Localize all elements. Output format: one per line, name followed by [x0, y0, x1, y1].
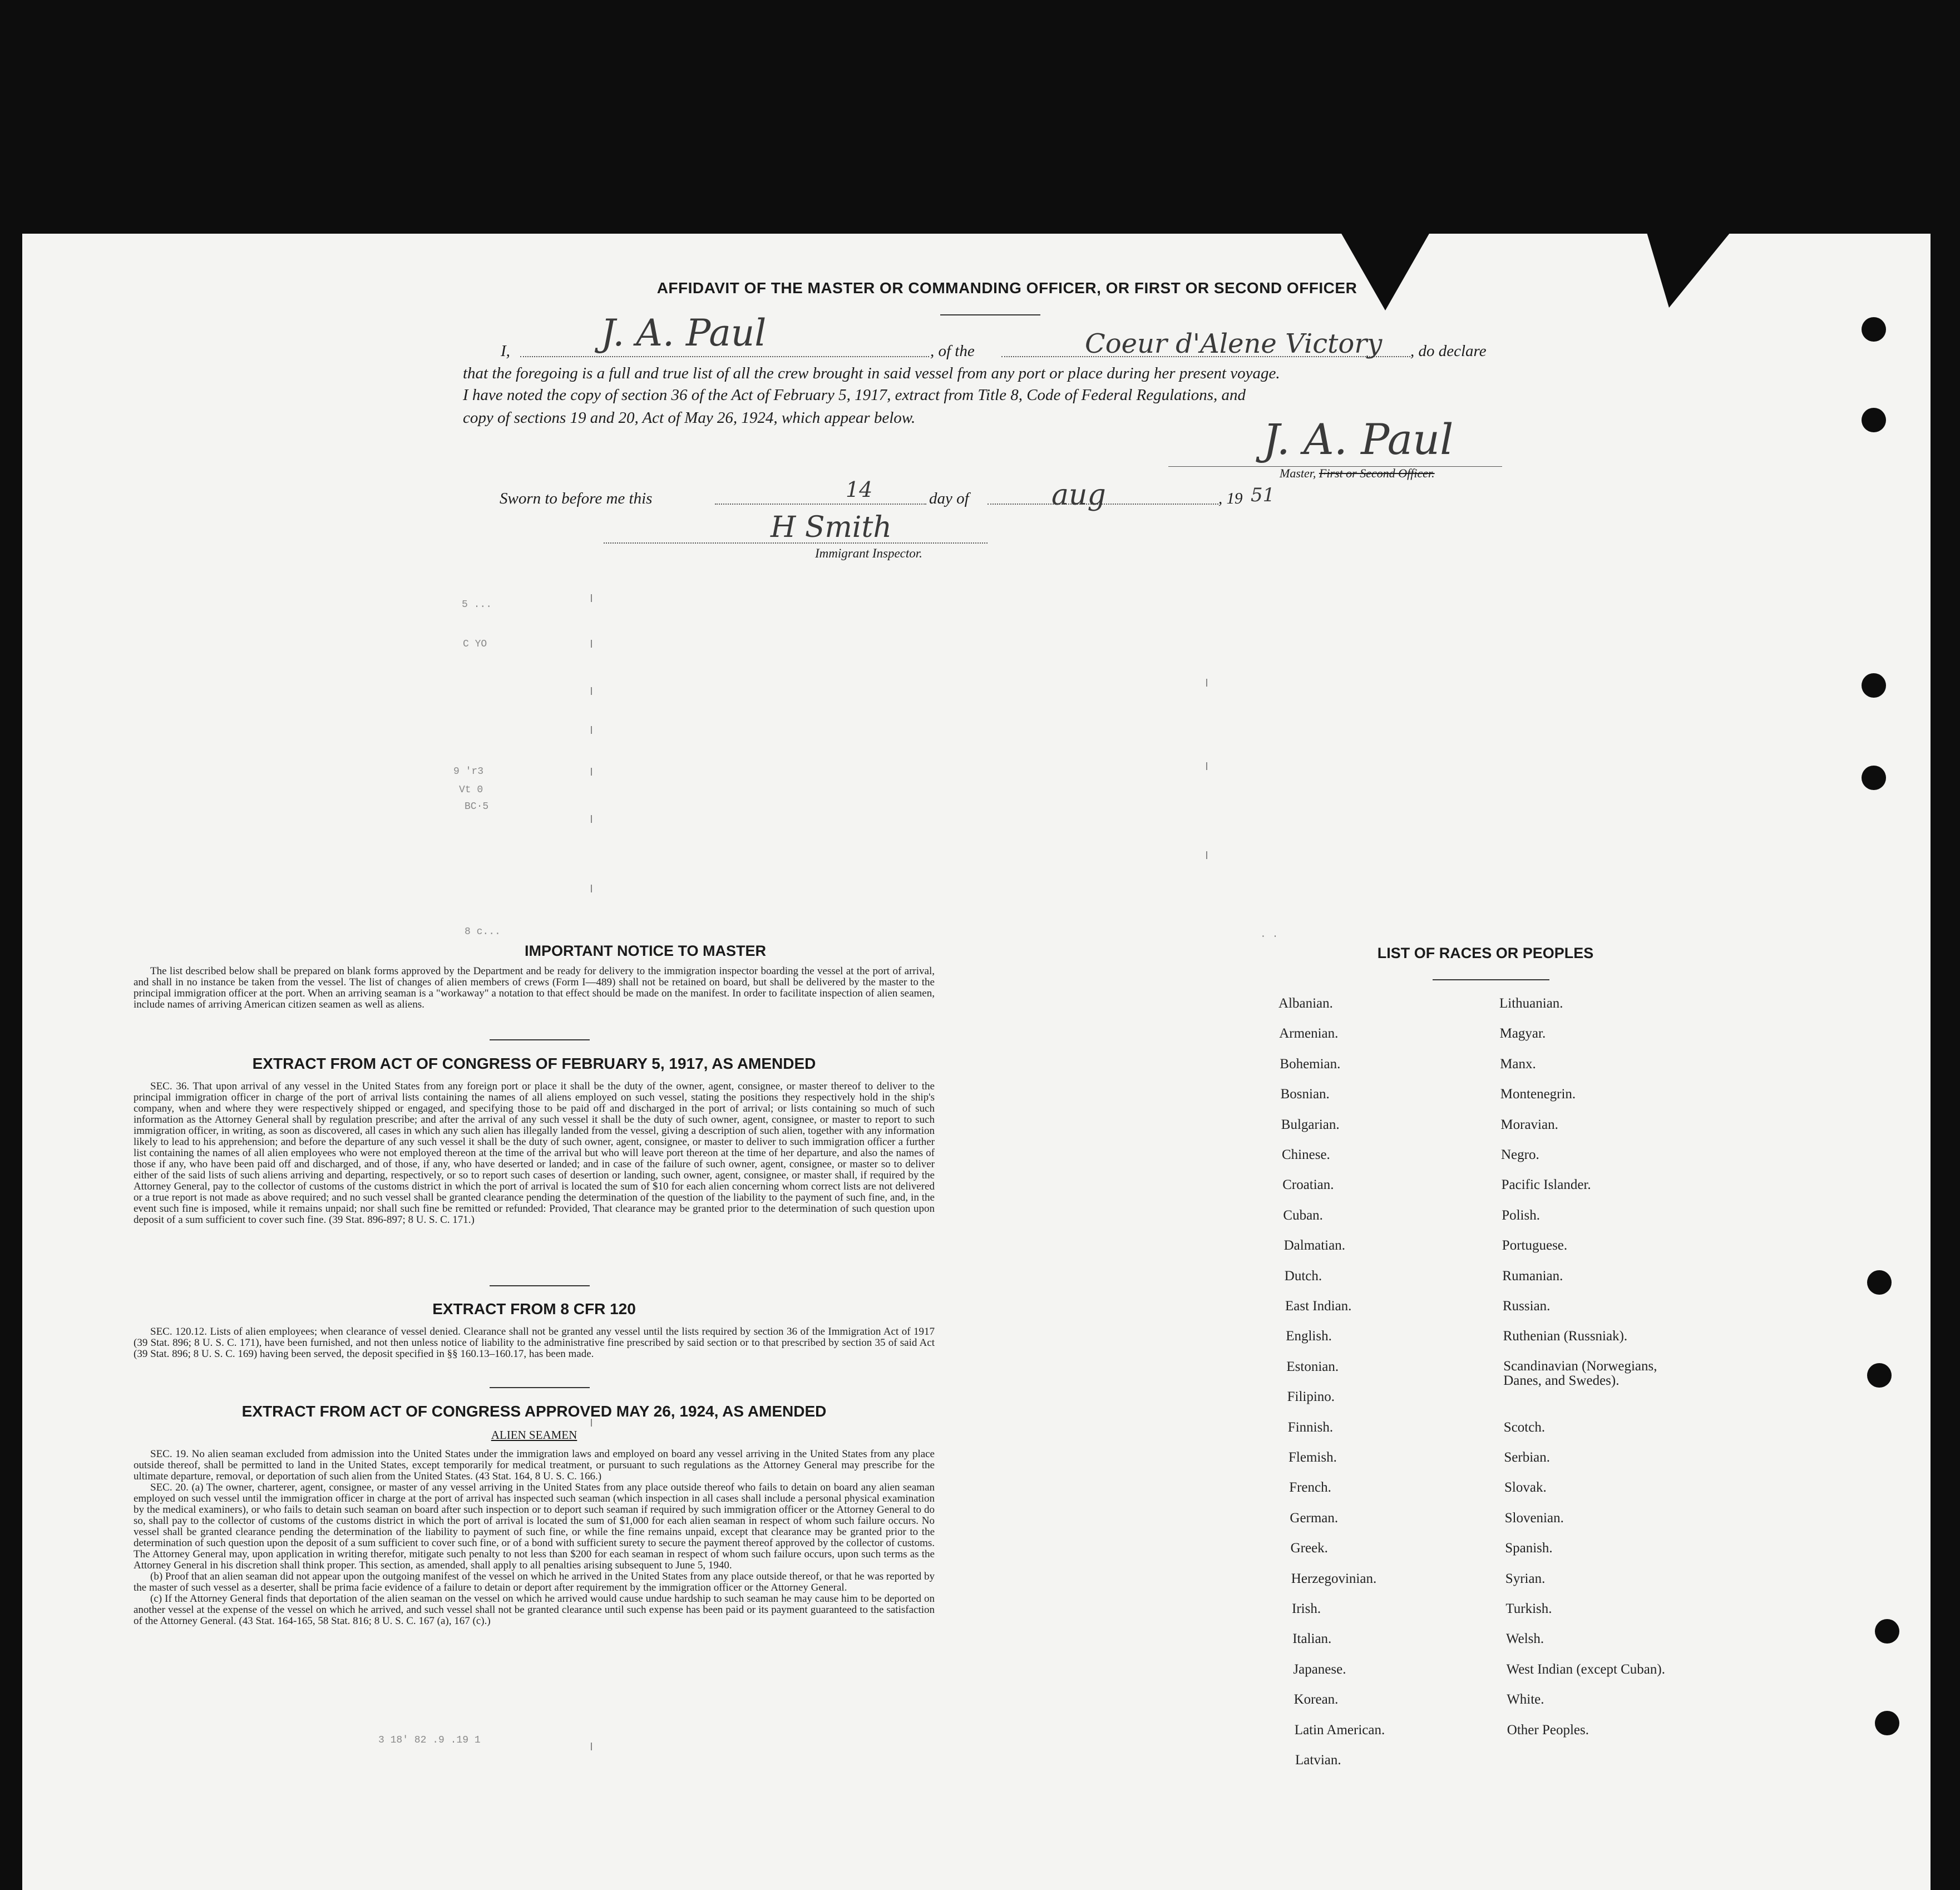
affidavit-i: I,: [501, 342, 510, 360]
notice-text: [134, 966, 935, 1010]
race-item: Manx.: [1500, 1056, 1536, 1072]
race-item: Moravian.: [1500, 1117, 1558, 1132]
race-item: Bulgarian.: [1281, 1117, 1340, 1132]
race-item: Ruthenian (Russniak).: [1503, 1329, 1628, 1344]
stray-tick: [1206, 851, 1207, 859]
stray-mark: BC·5: [465, 801, 489, 812]
do-declare-label: , do declare: [1410, 342, 1487, 360]
race-item: Scotch.: [1503, 1419, 1546, 1435]
section-20c-paragraph: (c) If the Attorney General finds that deportation of the alien seaman on the vessel on which he arrived would cause undue hardship to such seaman he may cause him to be deported on another vessel at the expense of the vessel on which he arrived, and such vessel shall not be granted clearance until such expense has been paid or its payment guaranteed to the satisfaction of the Attorney General. (43 Stat. 164-165, 58 Stat. 816; 8 U. S. C. 167 (a), 167 (c).): [134, 1593, 935, 1627]
page-notch: [1341, 233, 1430, 310]
stray-tick: [591, 885, 592, 892]
section-36-paragraph: SEC. 36. That upon arrival of any vessel in the United States from any foreign port or place it shall be the duty of the owner, agent, consignee, or master thereof to deliver to the principal immigration officer in charge of the port of arrival lists containing the names of all aliens employed on such vessel, stating the positions they respectively hold in the ship's company, when and where they were respectively shipped or engaged, and specifying those to be paid off and discharged in the port of arrival; or lists containing so much of such information as the Attorney General shall by regulation prescribe; and after the arrival of any such vessel it shall be the duty of such owner, agent, consignee, or master to report to such immigration officer, in writing, as soon as discovered, all cases in which any such alien has illegally landed from the vessel, giving a description of such alien, together with any information likely to lead to his apprehension; and before the departure of any such vessel it shall be the duty of such owner, agent, consignee, or master to deliver to such immigration officer a further list containing the names of all alien employees who were not employed thereon at the time of the arrival but who will leave port thereon at the time of her departure, and also the names of those if any, who have been paid off and discharged, and of those, if any, who have deserted or landed; and in case of the failure of such owner, agent, consignee, or master so to deliver either of the said lists of such aliens arriving and departing, respectively, or so to report such cases of desertion or landing, such owner, agent, consignee, or master shall, if required by the Attorney General, pay to the collector of customs of the customs district in which the port of arrival is located the sum of $10 for each alien concerning whom correct lists are not delivered or a true report is not made as above required; and no such vessel shall be granted clearance pending the determination of the question of the liability to the payment of such fine, and, in the event such fine is imposed, while it remains unpaid; nor shall such fine be remitted or refunded: Provided, That clearance may be granted prior to the determination of such question upon deposit of a sum sufficient to cover such fine. (39 Stat. 896-897; 8 U. S. C. 171.): [134, 1080, 935, 1226]
race-item: Montenegrin.: [1500, 1087, 1576, 1102]
race-item: French.: [1289, 1480, 1331, 1496]
race-item: Chinese.: [1282, 1147, 1330, 1162]
race-item: Other Peoples.: [1507, 1722, 1589, 1738]
year-prefix: , 19: [1218, 490, 1243, 507]
race-item: Slovak.: [1504, 1480, 1547, 1496]
race-item: Estonian.: [1286, 1359, 1339, 1374]
stray-tick: [591, 1743, 592, 1750]
divider: [1433, 979, 1549, 980]
master-signature-handwriting: J. A. Paul: [1263, 414, 1454, 464]
stray-mark: Vt 0: [459, 784, 483, 796]
punch-hole: [1862, 766, 1886, 790]
inspector-line: [604, 542, 988, 544]
sworn-month-handwriting: aug: [1051, 478, 1106, 512]
race-item: Scandinavian (Norwegians, Danes, and Swedes).: [1503, 1358, 1657, 1388]
race-item: Russian.: [1503, 1299, 1551, 1314]
race-item: Lithuanian.: [1499, 996, 1563, 1011]
master-caption: Master,: [1280, 466, 1316, 480]
race-item: Croatian.: [1282, 1177, 1334, 1193]
race-item: Magyar.: [1499, 1026, 1546, 1042]
race-item: German.: [1290, 1510, 1339, 1526]
race-item: Polish.: [1502, 1207, 1540, 1223]
race-item: Syrian.: [1505, 1571, 1546, 1586]
stray-tick: [1206, 679, 1207, 687]
affidavit-line-2: that the foregoing is a full and true list of all the crew brought in said vessel from any port or place during her present voyage.: [463, 364, 1280, 382]
stray-mark: . .: [1260, 929, 1278, 940]
race-item: Turkish.: [1505, 1601, 1552, 1616]
master-name-handwriting: J. A. Paul: [601, 312, 767, 354]
divider: [490, 1387, 590, 1388]
sworn-year-handwriting: 51: [1251, 484, 1275, 506]
of-the-label: , of the: [930, 342, 975, 360]
struck-officer-caption: First or Second Officer.: [1319, 466, 1435, 480]
stray-tick: [591, 815, 592, 823]
race-item: Bosnian.: [1280, 1087, 1330, 1102]
race-item: Finnish.: [1287, 1419, 1334, 1435]
race-item: West Indian (except Cuban).: [1506, 1661, 1665, 1677]
section-20b-paragraph: (b) Proof that an alien seaman did not appear upon the outgoing manifest of the vessel on which he arrived in the United States from any place outside thereof, or that he was reported by the master of such vessel as a deserter, shall be prima facie evidence of a failure to detain or deport after requirement by the immigration officer or the Attorney General.: [134, 1571, 935, 1593]
race-item: Latvian.: [1295, 1753, 1341, 1768]
sworn-day-line: [715, 504, 926, 505]
race-item: English.: [1286, 1329, 1332, 1344]
race-item: Italian.: [1292, 1631, 1332, 1647]
punch-hole: [1867, 1270, 1892, 1295]
punch-hole: [1875, 1711, 1899, 1735]
affidavit-title: AFFIDAVIT OF THE MASTER OR COMMANDING OFFICER, OR FIRST OR SECOND OFFICER: [656, 279, 1357, 297]
notice-title: IMPORTANT NOTICE TO MASTER: [525, 942, 766, 959]
punch-hole: [1862, 408, 1886, 432]
day-of-label: day of: [929, 490, 969, 507]
section-20a-paragraph: SEC. 20. (a) The owner, charterer, agent, consignee, or master of any vessel arriving in the United States from any place outside thereof who fails to detain on board any alien seaman employed on such vessel until the immigration officer in charge at the port of arrival has inspected such seaman (which inspection in all cases shall include a personal physical examination by the medical examiners), or who fails to detain such seaman on board after such inspection or to deport such seaman if required by such immigration officer or the Attorney General to do so, shall pay to the collector of customs of the customs district in which the port of arrival is located the sum of $1,000 for each alien seaman in respect of whom such failure occurs. No vessel shall be granted clearance pending the determination of the liability to payment of such fine, or while the fine remains unpaid, except that clearance may be granted prior to the determination of such question upon the deposit of a sum sufficient to cover such fine, or of a bond with sufficient surety to secure the payment thereof approved by the collector of customs. The Attorney General may, upon application in writing therefor, mitigate such penalty to not less than $200 for each seaman in respect of whom such failure occurs, upon such terms as the Attorney General in his discretion shall think proper. This section, as amended, shall apply to all penalties arising subsequent to June 5, 1940.: [134, 1482, 935, 1571]
race-item: Serbian.: [1504, 1450, 1551, 1465]
race-item: Filipino.: [1287, 1389, 1335, 1405]
cfr-text: [134, 1326, 935, 1360]
punch-hole: [1862, 673, 1886, 698]
sworn-text: Sworn to before me this: [500, 490, 653, 507]
race-item: Armenian.: [1279, 1026, 1339, 1042]
race-item: Slovenian.: [1504, 1510, 1564, 1526]
race-item: White.: [1507, 1692, 1544, 1708]
extract-1917-title: EXTRACT FROM ACT OF CONGRESS OF FEBRUARY 5, 1917, AS AMENDED: [252, 1055, 816, 1072]
sworn-day-handwriting: 14: [846, 477, 873, 502]
stray-tick: [591, 687, 592, 695]
race-item: Welsh.: [1506, 1631, 1544, 1647]
inspector-caption: Immigrant Inspector.: [815, 546, 922, 560]
vessel-name-handwriting: Coeur d'Alene Victory: [1085, 328, 1383, 359]
race-item: East Indian.: [1285, 1299, 1352, 1314]
signature-caption: [1280, 466, 1435, 481]
stray-mark: 3 18' 82 .9 .19 1: [378, 1735, 481, 1746]
stray-mark: 5 ...: [462, 599, 492, 610]
alien-seamen-subtitle: ALIEN SEAMEN: [491, 1428, 577, 1442]
notice-paragraph: The list described below shall be prepared on blank forms approved by the Department and be ready for delivery to the immigration inspector boarding the vessel at the port of arrival, and shall in no instance be taken from the vessel. The list of changes of alien members of crews (Form I—489) shall not be retained on board, but shall be delivered by the master to the principal immigration officer at the port. When an arriving seaman is a "workaway" a notation to that effect should be made on the manifest. In order to facilitate inspection of alien seamen, include names of arriving American citizen seamen as well as aliens.: [134, 965, 935, 1010]
race-item: Cuban.: [1283, 1207, 1323, 1223]
punch-hole: [1867, 1363, 1892, 1388]
stray-mark: 8 c...: [465, 926, 501, 937]
divider: [940, 314, 1040, 315]
divider: [490, 1039, 590, 1040]
punch-hole: [1875, 1619, 1899, 1644]
races-title: LIST OF RACES OR PEOPLES: [1377, 945, 1594, 961]
stray-mark: 9 'r3: [453, 766, 484, 777]
divider: [490, 1285, 590, 1286]
punch-hole: [1862, 317, 1886, 342]
page-notch: [1647, 233, 1730, 308]
race-item: Dalmatian.: [1283, 1238, 1345, 1254]
race-item: Herzegovinian.: [1291, 1571, 1377, 1586]
race-item: Korean.: [1293, 1692, 1339, 1708]
race-item: Negro.: [1501, 1147, 1539, 1162]
stray-tick: [591, 594, 592, 602]
name-line: [520, 356, 929, 357]
race-item: Irish.: [1292, 1601, 1321, 1616]
affidavit-line-4: copy of sections 19 and 20, Act of May 26, 1924, which appear below.: [463, 409, 916, 427]
cfr-title: EXTRACT FROM 8 CFR 120: [432, 1300, 636, 1317]
race-item: Latin American.: [1294, 1722, 1385, 1738]
stray-tick: [1206, 762, 1207, 770]
race-item: Spanish.: [1505, 1541, 1553, 1556]
stray-tick: [591, 726, 592, 734]
extract-1924-text: [134, 1449, 935, 1627]
race-item: Pacific Islander.: [1501, 1177, 1591, 1193]
race-item: Bohemian.: [1280, 1056, 1341, 1072]
race-item: Portuguese.: [1502, 1238, 1568, 1254]
race-item: Rumanian.: [1502, 1268, 1563, 1284]
race-item: Albanian.: [1278, 996, 1333, 1011]
race-item: Flemish.: [1288, 1450, 1337, 1465]
extract-1924-title: EXTRACT FROM ACT OF CONGRESS APPROVED MAY 26, 1924, AS AMENDED: [241, 1403, 827, 1420]
section-120-12-paragraph: SEC. 120.12. Lists of alien employees; when clearance of vessel denied. Clearance shall not be granted any vessel until the lists required by section 36 of the Immigration Act of 1917 (39 Stat. 896; 8 U. S. C. 171), have been furnished, and not then unless notice of liability to the administrative fine prescribed by said section or to that prescribed by section 35 of said Act (39 Stat. 896; 8 U. S. C. 169) having been served, the deposit specified in §§ 160.13–160.17, has been made.: [134, 1326, 935, 1360]
race-item: Japanese.: [1293, 1661, 1346, 1677]
section-19-paragraph: SEC. 19. No alien seaman excluded from admission into the United States under the immigration laws and employed on board any vessel arriving in the United States from any place outside thereof, shall be permitted to land in the United States, except temporarily for medical treatment, or pursuant to such regulations as the Attorney General may prescribe for the ultimate departure, removal, or deportation of such alien from the United States. (43 Stat. 164, 8 U. S. C. 166.): [134, 1448, 935, 1482]
affidavit-line-3: I have noted the copy of section 36 of the Act of February 5, 1917, extract from Title 8, Code of Federal Regulations, and: [463, 386, 1246, 404]
race-item: Dutch.: [1284, 1268, 1322, 1284]
stray-tick: [591, 640, 592, 648]
race-item: Greek.: [1290, 1541, 1328, 1556]
stray-mark: C YO: [463, 639, 487, 650]
inspector-signature-handwriting: H Smith: [771, 511, 892, 544]
stray-tick: [591, 768, 592, 776]
extract-1917-text: [134, 1081, 935, 1226]
